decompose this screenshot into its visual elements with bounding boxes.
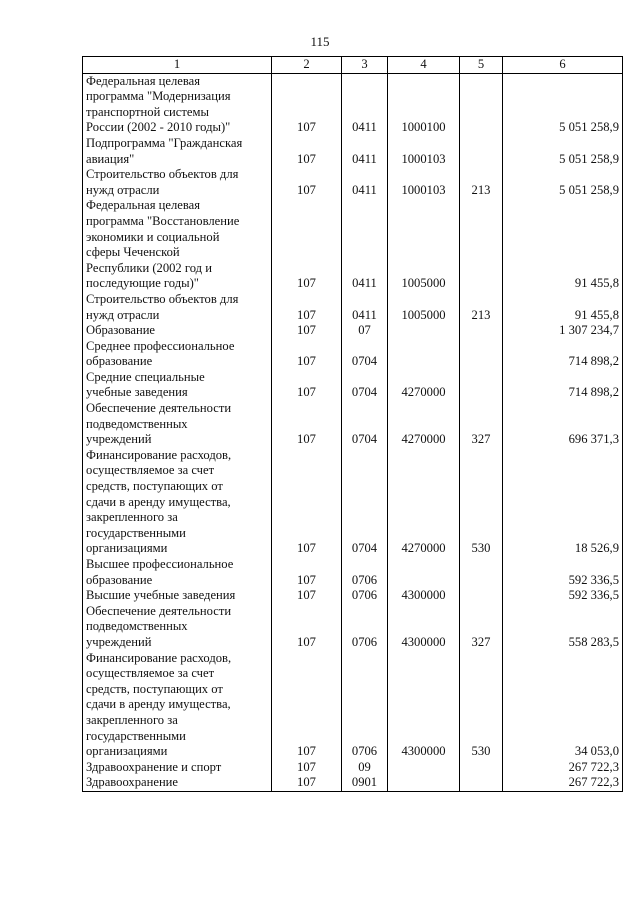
ministry-code-cell: 107 [272, 370, 342, 401]
row-name-cell: Подпрограмма "Гражданская авиация" [83, 136, 272, 167]
target-item-cell: 4270000 [388, 448, 460, 557]
row-name-cell: Федеральная целевая программа "Восстановление экономики и социальной сферы Чеченской Республики (2002 год и последующие годы)" [83, 198, 272, 292]
column-header: 5 [460, 57, 503, 74]
section-code-cell: 07 [342, 323, 388, 339]
target-item-cell [388, 775, 460, 791]
section-code-cell: 0901 [342, 775, 388, 791]
row-name-cell: Финансирование расходов, осуществляемое за счет средств, поступающих от сдачи в аренду имущества, закрепленного за государственными организациями [83, 651, 272, 760]
ministry-code-cell: 107 [272, 588, 342, 604]
target-item-cell [388, 557, 460, 588]
section-code-cell: 0411 [342, 167, 388, 198]
target-item-cell: 1005000 [388, 292, 460, 323]
row-name-cell: Обеспечение деятельности подведомственных учреждений [83, 604, 272, 651]
section-code-cell: 0706 [342, 557, 388, 588]
row-name-cell: Образование [83, 323, 272, 339]
target-item-cell: 1000103 [388, 167, 460, 198]
expense-type-cell [460, 775, 503, 791]
column-header: 1 [83, 57, 272, 74]
table-row [83, 401, 623, 448]
section-code-cell: 0706 [342, 604, 388, 651]
table-row [83, 136, 623, 167]
section-code-cell: 0706 [342, 588, 388, 604]
amount-cell: 696 371,3 [503, 401, 623, 448]
section-code-cell: 0411 [342, 73, 388, 136]
column-header: 4 [388, 57, 460, 74]
table-row [83, 588, 623, 604]
expense-type-cell [460, 136, 503, 167]
column-header: 2 [272, 57, 342, 74]
target-item-cell: 4300000 [388, 588, 460, 604]
section-code-cell: 0411 [342, 292, 388, 323]
target-item-cell: 4270000 [388, 370, 460, 401]
amount-cell: 34 053,0 [503, 651, 623, 760]
row-name-cell: Финансирование расходов, осуществляемое за счет средств, поступающих от сдачи в аренду имущества, закрепленного за государственными организациями [83, 448, 272, 557]
ministry-code-cell: 107 [272, 448, 342, 557]
amount-cell: 18 526,9 [503, 448, 623, 557]
expense-type-cell [460, 557, 503, 588]
ministry-code-cell: 107 [272, 604, 342, 651]
row-name-cell: Высшие учебные заведения [83, 588, 272, 604]
expense-type-cell [460, 339, 503, 370]
ministry-code-cell: 107 [272, 167, 342, 198]
target-item-cell [388, 339, 460, 370]
target-item-cell [388, 323, 460, 339]
amount-cell: 91 455,8 [503, 292, 623, 323]
row-name-cell: Строительство объектов для нужд отрасли [83, 167, 272, 198]
page-number: 115 [310, 34, 330, 49]
amount-cell: 5 051 258,9 [503, 73, 623, 136]
ministry-code-cell: 107 [272, 292, 342, 323]
amount-cell: 714 898,2 [503, 370, 623, 401]
row-name-cell: Высшее профессиональное образование [83, 557, 272, 588]
expense-type-cell: 327 [460, 401, 503, 448]
section-code-cell: 0411 [342, 136, 388, 167]
ministry-code-cell: 107 [272, 323, 342, 339]
ministry-code-cell: 107 [272, 339, 342, 370]
column-header: 3 [342, 57, 388, 74]
amount-cell: 1 307 234,7 [503, 323, 623, 339]
budget-table [82, 56, 623, 792]
column-header: 6 [503, 57, 623, 74]
target-item-cell: 4300000 [388, 604, 460, 651]
row-name-cell: Среднее профессиональное образование [83, 339, 272, 370]
table-row [83, 198, 623, 292]
target-item-cell [388, 760, 460, 776]
ministry-code-cell: 107 [272, 73, 342, 136]
header-row [83, 57, 623, 74]
ministry-code-cell: 107 [272, 401, 342, 448]
table-row [83, 557, 623, 588]
table-row [83, 775, 623, 791]
expense-type-cell: 213 [460, 292, 503, 323]
expense-type-cell: 213 [460, 167, 503, 198]
target-item-cell: 1005000 [388, 198, 460, 292]
expense-type-cell: 327 [460, 604, 503, 651]
section-code-cell: 0704 [342, 370, 388, 401]
row-name-cell: Здравоохранение и спорт [83, 760, 272, 776]
table-row [83, 167, 623, 198]
expense-type-cell [460, 73, 503, 136]
row-name-cell: Обеспечение деятельности подведомственных учреждений [83, 401, 272, 448]
table-row [83, 448, 623, 557]
table-row [83, 604, 623, 651]
table-row [83, 339, 623, 370]
ministry-code-cell: 107 [272, 760, 342, 776]
table-row [83, 760, 623, 776]
amount-cell: 5 051 258,9 [503, 136, 623, 167]
amount-cell: 558 283,5 [503, 604, 623, 651]
target-item-cell: 4300000 [388, 651, 460, 760]
expense-type-cell: 530 [460, 448, 503, 557]
ministry-code-cell: 107 [272, 557, 342, 588]
target-item-cell: 1000100 [388, 73, 460, 136]
expense-type-cell: 530 [460, 651, 503, 760]
ministry-code-cell: 107 [272, 136, 342, 167]
amount-cell: 592 336,5 [503, 588, 623, 604]
expense-type-cell [460, 198, 503, 292]
expense-type-cell [460, 323, 503, 339]
row-name-cell: Федеральная целевая программа "Модернизация транспортной системы России (2002 - 2010 годы)" [83, 73, 272, 136]
expense-type-cell [460, 370, 503, 401]
section-code-cell: 0704 [342, 448, 388, 557]
target-item-cell: 4270000 [388, 401, 460, 448]
expense-type-cell [460, 760, 503, 776]
ministry-code-cell: 107 [272, 198, 342, 292]
amount-cell: 267 722,3 [503, 775, 623, 791]
expense-type-cell [460, 588, 503, 604]
target-item-cell: 1000103 [388, 136, 460, 167]
row-name-cell: Средние специальные учебные заведения [83, 370, 272, 401]
amount-cell: 714 898,2 [503, 339, 623, 370]
table-row [83, 292, 623, 323]
section-code-cell: 09 [342, 760, 388, 776]
table-body [83, 73, 623, 791]
section-code-cell: 0411 [342, 198, 388, 292]
row-name-cell: Здравоохранение [83, 775, 272, 791]
section-code-cell: 0706 [342, 651, 388, 760]
section-code-cell: 0704 [342, 401, 388, 448]
ministry-code-cell: 107 [272, 775, 342, 791]
section-code-cell: 0704 [342, 339, 388, 370]
ministry-code-cell: 107 [272, 651, 342, 760]
amount-cell: 5 051 258,9 [503, 167, 623, 198]
table-row [83, 651, 623, 760]
amount-cell: 91 455,8 [503, 198, 623, 292]
amount-cell: 267 722,3 [503, 760, 623, 776]
table-row [83, 323, 623, 339]
table-row [83, 73, 623, 136]
amount-cell: 592 336,5 [503, 557, 623, 588]
table-row [83, 370, 623, 401]
row-name-cell: Строительство объектов для нужд отрасли [83, 292, 272, 323]
